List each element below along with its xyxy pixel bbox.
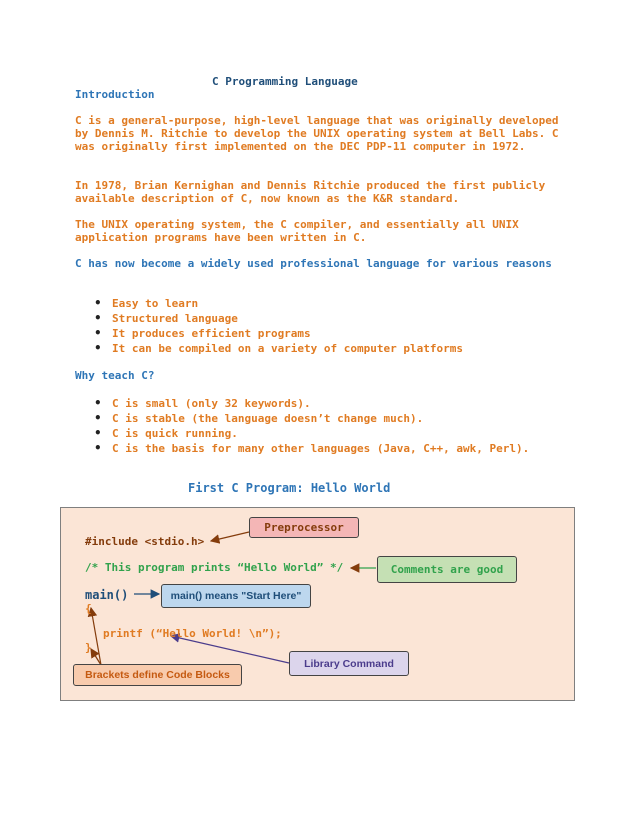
main-line: main()	[85, 588, 129, 602]
library-arrow	[171, 636, 289, 663]
comment-line: /* This program prints “Hello World” */	[85, 561, 344, 574]
include-line: #include <stdio.h>	[85, 535, 205, 548]
list-item: • C is quick running.	[94, 426, 529, 441]
preprocessor-arrow	[211, 532, 249, 541]
why-teach-heading: Why teach C?	[75, 369, 155, 382]
printf-line: printf (“Hello World! \n”);	[103, 627, 282, 640]
paragraph-intro: C is a general-purpose, high-level language that was originally developed by Dennis M. Ritchie to develop the UNIX operating system at Bell Labs. C was originally first implemented on the DEC PDP-11 computer in 1972.	[75, 114, 559, 153]
section-title-hello-world: First C Program: Hello World	[188, 481, 391, 495]
list-item: • Structured language	[94, 311, 463, 326]
why-list	[94, 396, 529, 456]
list-item: • It produces efficient programs	[94, 326, 463, 341]
brackets-callout: Brackets define Code Blocks	[73, 664, 242, 686]
hello-world-diagram	[60, 507, 575, 701]
document-title: C Programming Language	[212, 75, 358, 88]
list-item: • It can be compiled on a variety of computer platforms	[94, 341, 463, 356]
paragraph-kr: In 1978, Brian Kernighan and Dennis Ritchie produced the first publicly available description of C, now known as the K&R standard.	[75, 179, 546, 205]
paragraph-unix: The UNIX operating system, the C compiler, and essentially all UNIX application programs have been written in C.	[75, 218, 519, 244]
library-callout: Library Command	[289, 651, 409, 676]
list-item: • Easy to learn	[94, 296, 463, 311]
intro-heading: Introduction	[75, 88, 155, 101]
list-item: • C is small (only 32 keywords).	[94, 396, 529, 411]
open-brace: {	[85, 602, 92, 615]
reasons-list	[94, 296, 463, 356]
comments-callout: Comments are good	[377, 556, 517, 583]
widely-used-heading: C has now become a widely used professional language for various reasons	[75, 257, 552, 270]
list-item: • C is stable (the language doesn’t change much).	[94, 411, 529, 426]
list-item: • C is the basis for many other languages (Java, C++, awk, Perl).	[94, 441, 529, 456]
preprocessor-callout: Preprocessor	[249, 517, 359, 538]
main-means-callout: main() means "Start Here"	[161, 584, 311, 608]
close-brace: }	[85, 641, 92, 654]
